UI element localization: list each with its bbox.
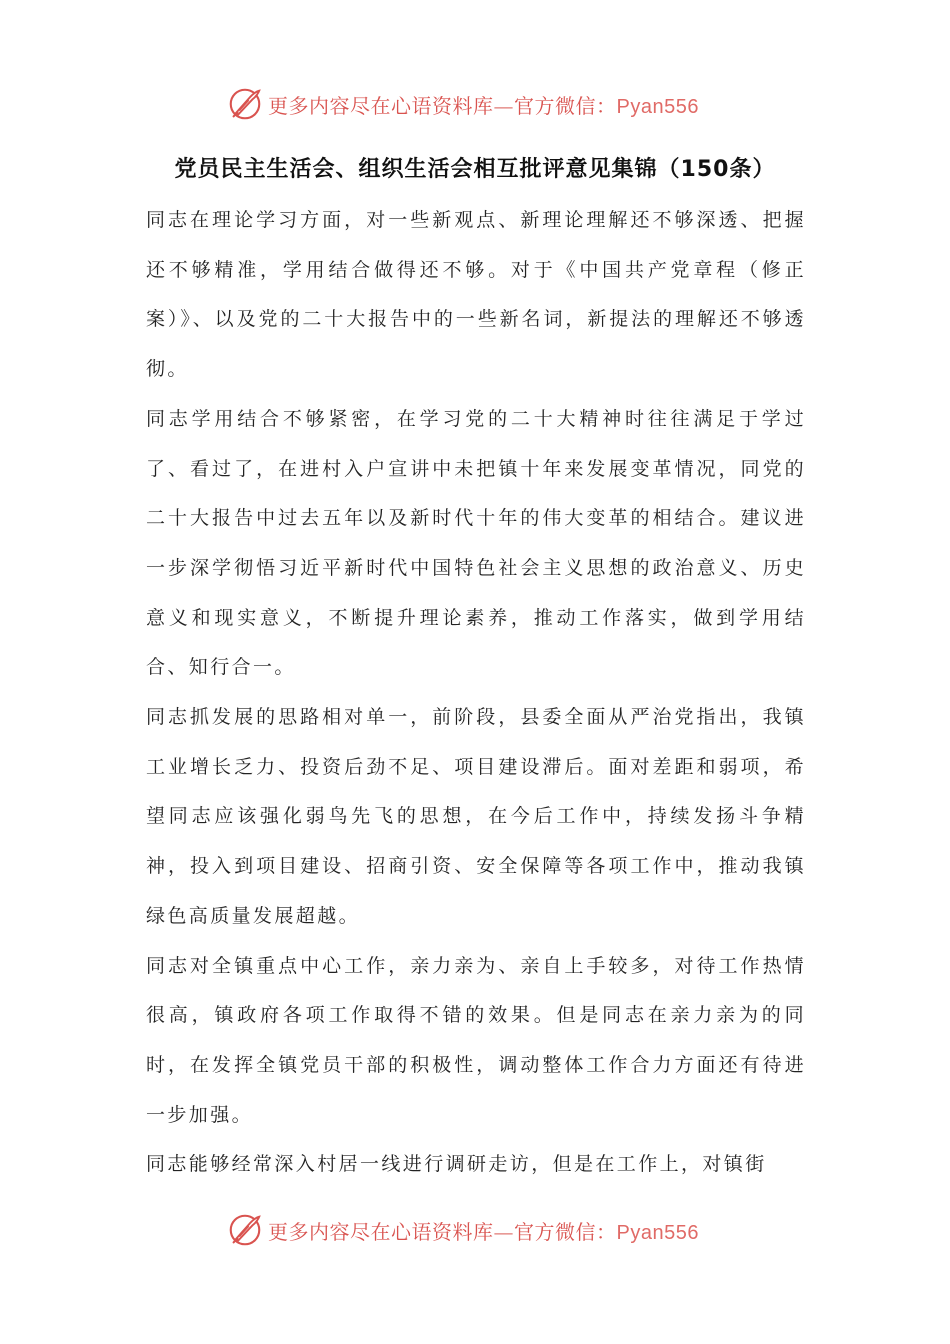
- watermark-separator: —: [493, 1219, 514, 1244]
- watermark-label: 官方微信：: [514, 93, 617, 118]
- footer-watermark: [226, 1210, 699, 1250]
- document-body: [146, 196, 806, 1190]
- watermark-id: Pyan556: [616, 1221, 699, 1244]
- watermark-brand: 更多内容尽在心语资料库: [268, 93, 494, 118]
- watermark-separator: —: [493, 93, 514, 118]
- quill-pen-logo-icon: [226, 85, 264, 123]
- paragraph: 同志对全镇重点中心工作，亲力亲为、亲自上手较多，对待工作热情很高，镇政府各项工作取得不错的效果。但是同志在亲力亲为的同时，在发挥全镇党员干部的积极性，调动整体工作合力方面还有待进一步加强。: [146, 954, 806, 1126]
- paragraph: 同志学用结合不够紧密，在学习党的二十大精神时往往满足于学过了、看过了，在进村入户宣讲中未把镇十年来发展变革情况，同党的二十大报告中过去五年以及新时代十年的伟大变革的相结合。建议进一步深学彻悟习近平新时代中国特色社会主义思想的政治意义、历史意义和现实意义，不断提升理论素养，推动工作落实，做到学用结合、知行合一。: [146, 407, 806, 679]
- watermark-id: Pyan556: [616, 95, 699, 118]
- watermark-text: [268, 90, 699, 119]
- quill-pen-logo-icon: [226, 1211, 264, 1249]
- watermark-text: [268, 1216, 699, 1245]
- watermark-brand: 更多内容尽在心语资料库: [268, 1219, 494, 1244]
- paragraph: 同志在理论学习方面，对一些新观点、新理论理解还不够深透、把握还不够精准，学用结合做得还不够。对于《中国共产党章程（修正案）》、以及党的二十大报告中的一些新名词，新提法的理解还不够透彻。: [146, 209, 806, 381]
- document-title: 党员民主生活会、组织生活会相互批评意见集锦（150条）: [174, 157, 776, 182]
- paragraph: 同志抓发展的思路相对单一，前阶段，县委全面从严治党指出，我镇工业增长乏力、投资后劲不足、项目建设滞后。面对差距和弱项，希望同志应该强化弱鸟先飞的思想，在今后工作中，持续发扬斗争精神，投入到项目建设、招商引资、安全保障等各项工作中，推动我镇绿色高质量发展超越。: [146, 706, 806, 927]
- header-watermark: [226, 84, 699, 124]
- watermark-label: 官方微信：: [514, 1219, 617, 1244]
- paragraph: 同志能够经常深入村居一线进行调研走访，但是在工作上，对镇街: [146, 1153, 767, 1176]
